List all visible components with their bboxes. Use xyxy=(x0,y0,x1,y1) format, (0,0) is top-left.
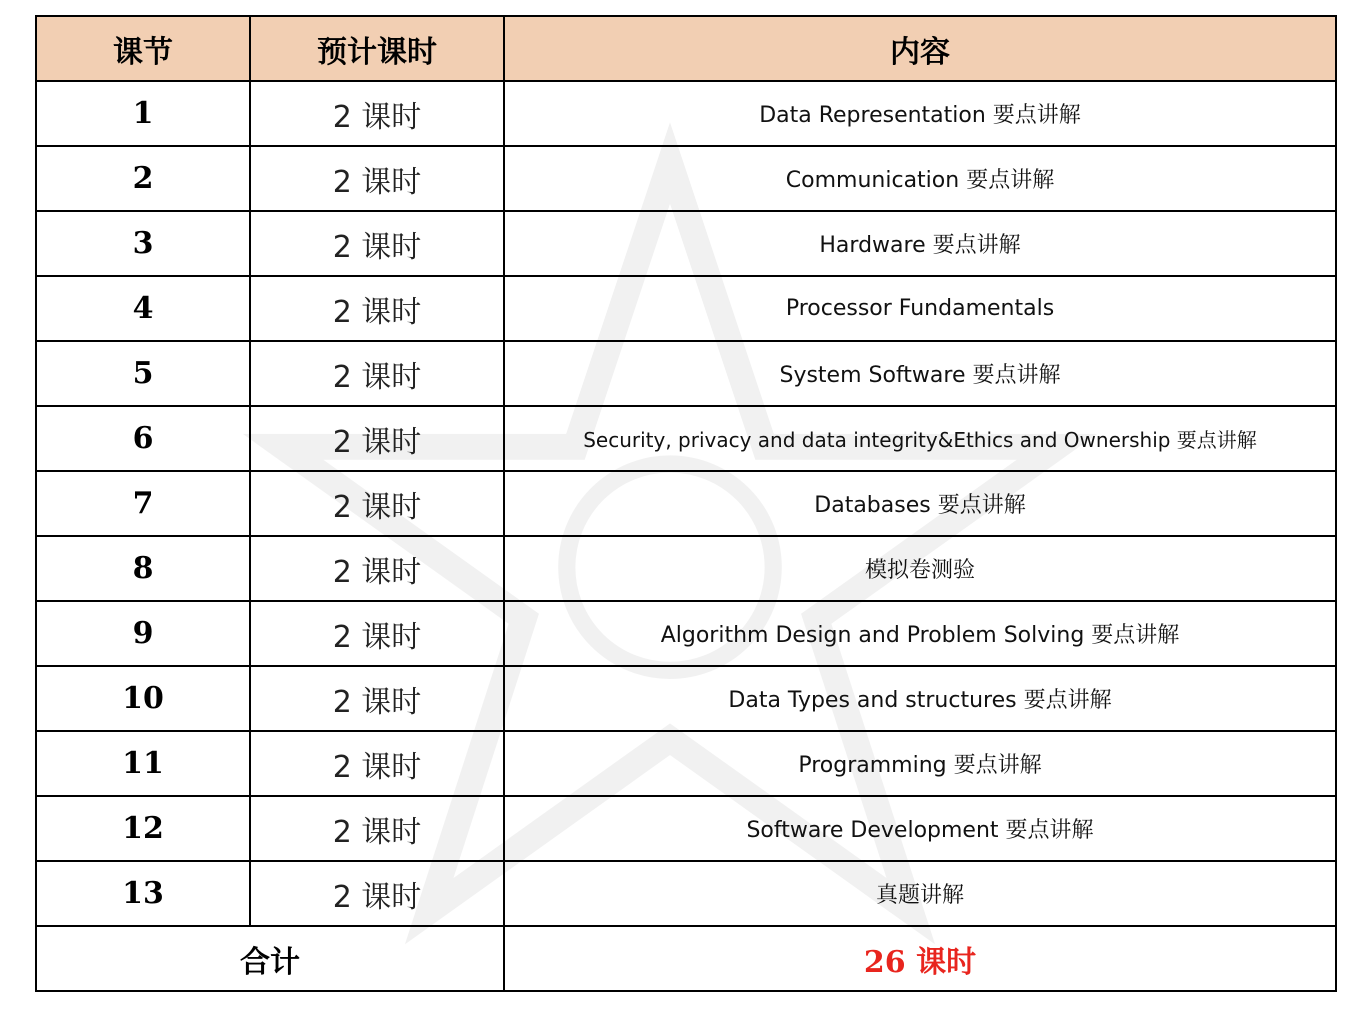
header-hours: 预计课时 xyxy=(250,16,504,81)
lesson-content: Processor Fundamentals xyxy=(504,276,1336,341)
course-schedule-table xyxy=(35,15,1337,992)
lesson-content: Data Representation 要点讲解 xyxy=(504,81,1336,146)
lesson-content: Programming 要点讲解 xyxy=(504,731,1336,796)
lesson-number: 6 xyxy=(36,406,250,471)
lesson-hours: 2 课时 xyxy=(250,211,504,276)
lesson-content: Software Development 要点讲解 xyxy=(504,796,1336,861)
lesson-hours: 2 课时 xyxy=(250,471,504,536)
lesson-hours: 2 课时 xyxy=(250,536,504,601)
lesson-hours: 2 课时 xyxy=(250,341,504,406)
total-row xyxy=(36,926,1336,991)
lesson-hours: 2 课时 xyxy=(250,861,504,926)
table-row xyxy=(36,666,1336,731)
table-row xyxy=(36,276,1336,341)
header-row xyxy=(36,16,1336,81)
lesson-number: 13 xyxy=(36,861,250,926)
total-value: 26 课时 xyxy=(504,926,1336,991)
lesson-hours: 2 课时 xyxy=(250,601,504,666)
lesson-number: 9 xyxy=(36,601,250,666)
lesson-number: 2 xyxy=(36,146,250,211)
lesson-hours: 2 课时 xyxy=(250,146,504,211)
lesson-content: Databases 要点讲解 xyxy=(504,471,1336,536)
table-row xyxy=(36,796,1336,861)
table-row xyxy=(36,146,1336,211)
lesson-number: 5 xyxy=(36,341,250,406)
lesson-hours: 2 课时 xyxy=(250,406,504,471)
lesson-content: System Software 要点讲解 xyxy=(504,341,1336,406)
lesson-content: Communication 要点讲解 xyxy=(504,146,1336,211)
lesson-content: Algorithm Design and Problem Solving 要点讲解 xyxy=(504,601,1336,666)
lesson-number: 10 xyxy=(36,666,250,731)
table-row xyxy=(36,211,1336,276)
lesson-hours: 2 课时 xyxy=(250,81,504,146)
table-row xyxy=(36,731,1336,796)
lesson-number: 1 xyxy=(36,81,250,146)
total-label: 合计 xyxy=(36,926,504,991)
lesson-content: 真题讲解 xyxy=(504,861,1336,926)
table-row xyxy=(36,536,1336,601)
table-row xyxy=(36,471,1336,536)
lesson-number: 8 xyxy=(36,536,250,601)
table-row xyxy=(36,601,1336,666)
lesson-number: 7 xyxy=(36,471,250,536)
lesson-hours: 2 课时 xyxy=(250,666,504,731)
table-row xyxy=(36,406,1336,471)
table-row xyxy=(36,81,1336,146)
header-lesson: 课节 xyxy=(36,16,250,81)
lesson-number: 4 xyxy=(36,276,250,341)
lesson-number: 12 xyxy=(36,796,250,861)
lesson-content: Data Types and structures 要点讲解 xyxy=(504,666,1336,731)
lesson-hours: 2 课时 xyxy=(250,796,504,861)
lesson-content: 模拟卷测验 xyxy=(504,536,1336,601)
table-row xyxy=(36,341,1336,406)
lesson-content: Hardware 要点讲解 xyxy=(504,211,1336,276)
lesson-number: 3 xyxy=(36,211,250,276)
lesson-hours: 2 课时 xyxy=(250,276,504,341)
table-row xyxy=(36,861,1336,926)
lesson-number: 11 xyxy=(36,731,250,796)
lesson-hours: 2 课时 xyxy=(250,731,504,796)
header-content: 内容 xyxy=(504,16,1336,81)
lesson-content: Security, privacy and data integrity&Ethics and Ownership 要点讲解 xyxy=(504,406,1336,471)
